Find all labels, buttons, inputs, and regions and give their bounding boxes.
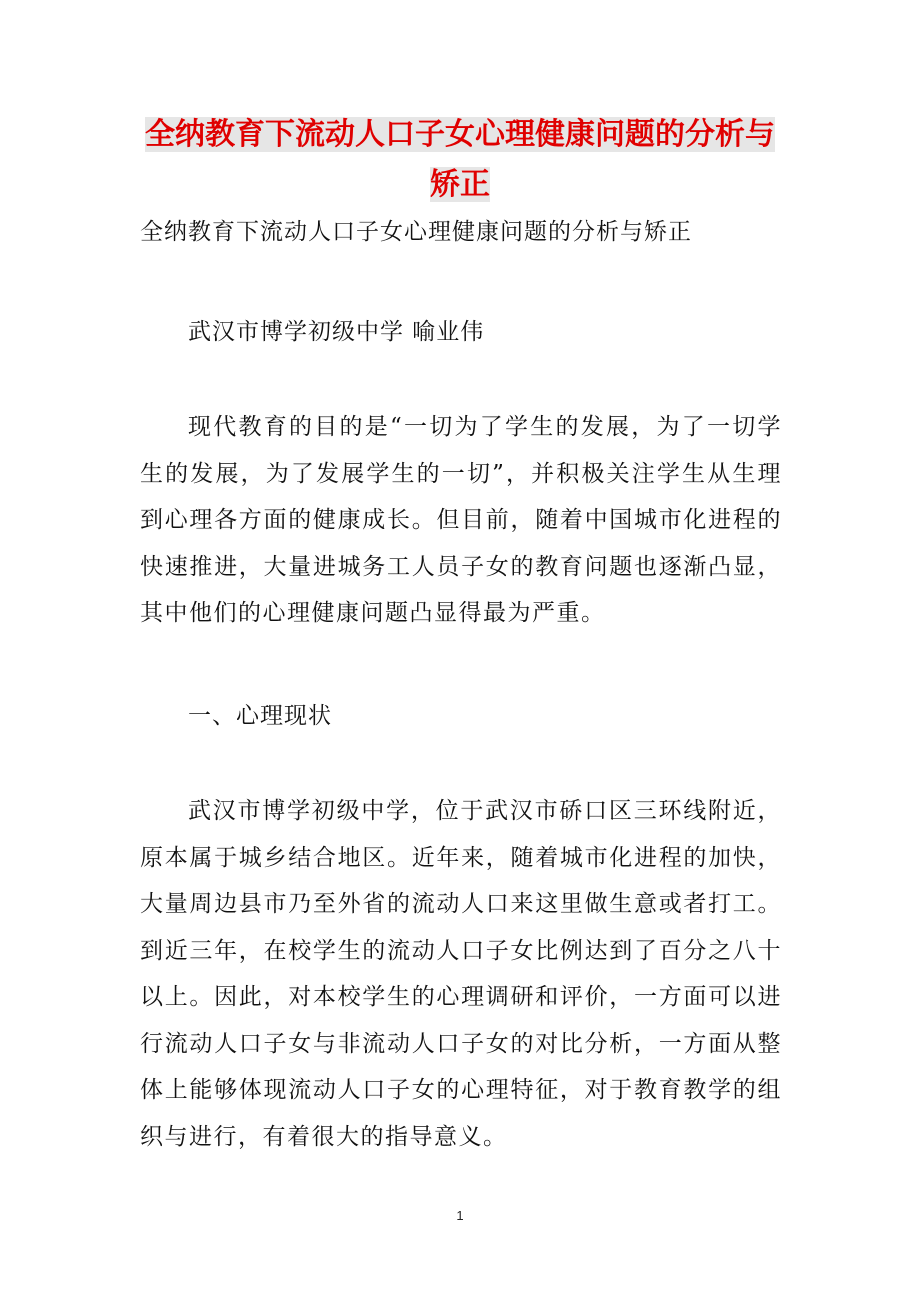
document-title (140, 110, 780, 210)
document-title-text: 全纳教育下流动人口子女心理健康问题的分析与矫正 (145, 117, 775, 202)
page-number: 1 (456, 1208, 464, 1223)
document-subtitle: 全纳教育下流动人口子女心理健康问题的分析与矫正 (140, 219, 692, 245)
section-heading: 一、心理现状 (188, 703, 332, 729)
paragraph-status: 武汉市博学初级中学，位于武汉市硚口区三环线附近，原本属于城乡结合地区。近年来，随着城市化进程的加快，大量周边县市乃至外省的流动人口来这里做生意或者打工。到近三年，在校学生的流动人口子女比例达到了百分之八十以上。因此，对本校学生的心理调研和评价，一方面可以进行流动人口子女与非流动人口子女的对比分析，一方面从整体上能够体现流动人口子女的心理特征，对于教育教学的组织与进行，有着很大的指导意义。 (140, 798, 782, 1150)
paragraph-intro: 现代教育的目的是“一切为了学生的发展，为了一切学生的发展，为了发展学生的一切”，并积极关注学生从生理到心理各方面的健康成长。但目前，随着中国城市化进程的快速推进，大量进城务工人员子女的教育问题也逐渐凸显，其中他们的心理健康问题凸显得最为严重。 (140, 414, 782, 626)
author-line: 武汉市博学初级中学 喻业伟 (188, 319, 485, 345)
